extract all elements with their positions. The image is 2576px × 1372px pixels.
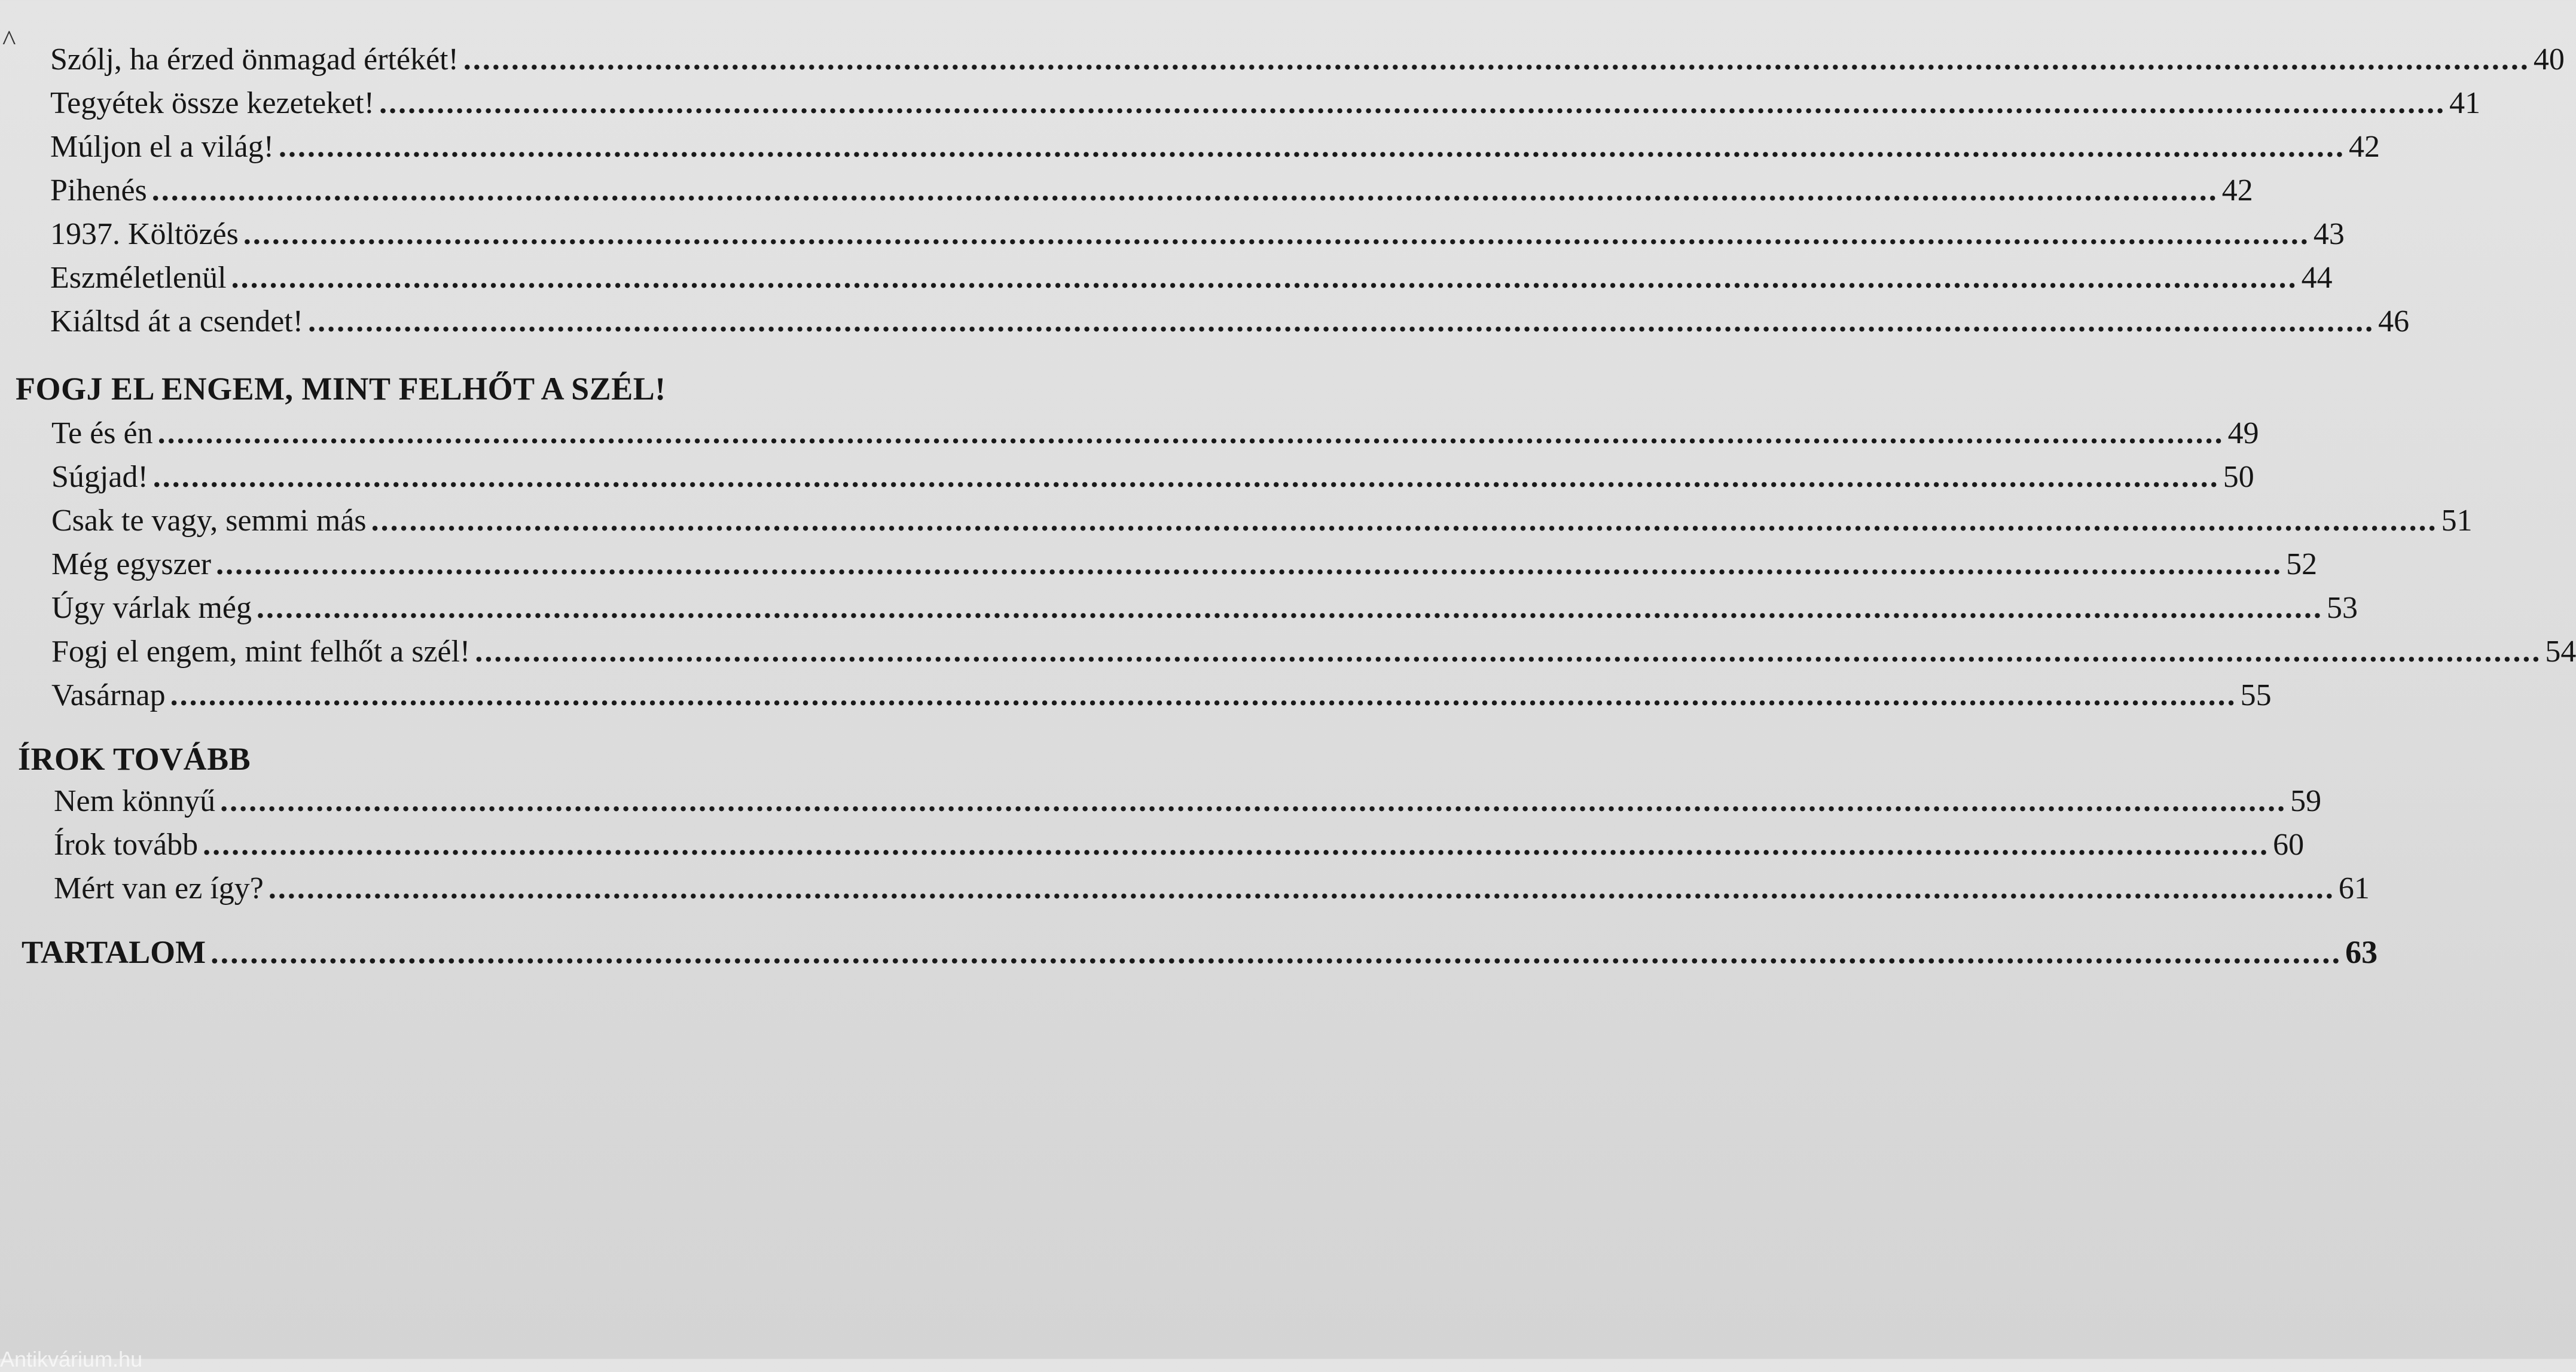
toc-entry-title: Fogj el engem, mint felhőt a szél!	[51, 635, 471, 669]
toc-entry	[50, 259, 2333, 297]
toc-entry	[51, 633, 2576, 671]
toc-entry-page: 41	[2449, 86, 2481, 120]
dot-leader	[463, 41, 2530, 79]
toc-entry-title: Te és én	[51, 416, 153, 450]
dot-leader	[216, 545, 2282, 584]
toc-entry-page: 42	[2221, 173, 2253, 208]
dot-leader	[153, 458, 2220, 496]
toc-entry	[54, 826, 2305, 864]
toc-entry-title: Múljon el a világ!	[50, 130, 274, 164]
toc-entry-page: 51	[2441, 504, 2473, 538]
dot-leader	[379, 84, 2446, 123]
dot-leader	[210, 933, 2342, 971]
dot-leader	[243, 215, 2310, 254]
dot-leader	[152, 172, 2218, 210]
toc-entry-page: 60	[2273, 828, 2305, 862]
toc-entry-page: 61	[2338, 871, 2370, 905]
toc-entry-final	[22, 933, 2378, 971]
toc-entry	[51, 458, 2254, 496]
toc-entry	[54, 870, 2370, 908]
toc-entry-page: 54	[2545, 635, 2576, 669]
toc-entry	[50, 41, 2565, 79]
dot-leader	[158, 414, 2224, 453]
dot-leader	[220, 782, 2287, 821]
toc-entry-page: 43	[2313, 217, 2345, 251]
toc-entry	[50, 215, 2345, 254]
toc-entry-page: 59	[2290, 784, 2322, 818]
toc-entry	[51, 502, 2473, 540]
dot-leader	[231, 259, 2298, 297]
toc-entry-title: TARTALOM	[22, 934, 206, 970]
dot-leader	[308, 303, 2374, 341]
toc-entry	[50, 303, 2410, 341]
toc-entry	[50, 128, 2380, 166]
toc-entry-page: 40	[2533, 42, 2565, 77]
toc-entry	[50, 84, 2481, 123]
toc-entry-page: 55	[2240, 678, 2272, 712]
toc-entry	[51, 414, 2259, 453]
toc-entry-title: Súgjad!	[51, 460, 148, 494]
toc-entry-page: 49	[2227, 416, 2259, 450]
toc-entry-page: 46	[2378, 304, 2410, 339]
toc-entry-title: Úgy várlak még	[51, 591, 252, 625]
dot-leader	[371, 502, 2438, 540]
toc-entry-title: Kiáltsd át a csendet!	[50, 304, 304, 339]
toc-entry-title: Még egyszer	[51, 547, 212, 581]
toc-entry-title: Írok tovább	[54, 828, 199, 862]
toc-entry-title: 1937. Költözés	[50, 217, 239, 251]
dot-leader	[279, 128, 2345, 166]
toc-entry	[51, 589, 2358, 627]
toc-entry	[54, 782, 2322, 821]
dot-leader	[203, 826, 2269, 864]
dot-leader	[257, 589, 2323, 627]
toc-entry-title: Pihenés	[50, 173, 147, 208]
toc-entry-title: Csak te vagy, semmi más	[51, 504, 367, 538]
toc-entry-page: 52	[2286, 547, 2318, 581]
toc-entry-title: Mért van ez így?	[54, 871, 264, 905]
dot-leader	[268, 870, 2335, 908]
toc-entry-page: 53	[2327, 591, 2358, 625]
toc-entry-page: 44	[2301, 261, 2333, 295]
section-heading: FOGJ EL ENGEM, MINT FELHŐT A SZÉL!	[16, 371, 666, 407]
dot-leader	[170, 676, 2237, 715]
toc-entry	[50, 172, 2253, 210]
toc-entry-page: 50	[2223, 460, 2254, 494]
margin-mark: ^	[2, 25, 16, 56]
toc-entry-title: Szólj, ha érzed önmagad értékét!	[50, 42, 459, 77]
section-heading: ÍROK TOVÁBB	[18, 741, 251, 777]
toc-entry	[51, 545, 2318, 584]
toc-entry-title: Tegyétek össze kezeteket!	[50, 86, 375, 120]
dot-leader	[475, 633, 2541, 671]
toc-entry	[51, 676, 2272, 715]
toc-entry-title: Nem könnyű	[54, 784, 216, 818]
watermark: Antikvárium.hu	[0, 1347, 143, 1371]
toc-entry-page: 42	[2349, 130, 2380, 164]
toc-entry-title: Eszméletlenül	[50, 261, 227, 295]
toc-entry-title: Vasárnap	[51, 678, 166, 712]
toc-entry-page: 63	[2345, 934, 2378, 970]
